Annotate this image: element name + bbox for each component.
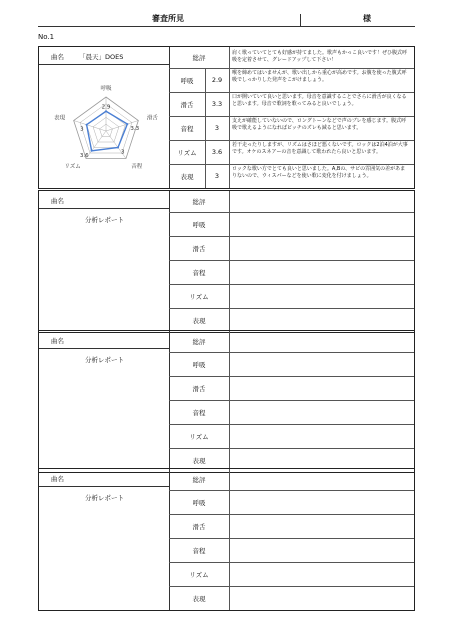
song-title: 「晨天」DOES xyxy=(79,53,124,61)
radar-data-point xyxy=(105,110,107,112)
row-articulation xyxy=(169,376,414,401)
radar-axis-label: 呼吸 xyxy=(100,86,112,92)
category-label: 滑舌 xyxy=(169,92,206,116)
song-divider xyxy=(39,348,169,349)
song-label: 曲名 xyxy=(51,337,64,345)
category-label: 滑舌 xyxy=(169,236,230,260)
row-rhythm xyxy=(169,562,414,587)
row-articulation xyxy=(169,514,414,539)
header-divider xyxy=(300,14,301,26)
row-pitch xyxy=(169,116,414,141)
row-articulation xyxy=(169,92,414,117)
row-expression xyxy=(169,164,414,188)
score-value: 3 xyxy=(205,164,230,188)
overall-row xyxy=(169,191,414,213)
category-label: 音程 xyxy=(169,400,230,424)
song-divider xyxy=(39,64,169,65)
category-label: 呼吸 xyxy=(169,212,230,236)
category-label: 音程 xyxy=(169,116,206,140)
row-breathing xyxy=(169,352,414,377)
overall-label: 総評 xyxy=(169,47,230,68)
category-label: 表現 xyxy=(169,586,230,610)
song-label: 曲名 xyxy=(51,197,64,205)
category-label: 滑舌 xyxy=(169,376,230,400)
radar-axis-label: 滑舌 xyxy=(146,115,158,122)
category-label: リズム xyxy=(169,424,230,448)
category-comment: 口が開いていて良いと思います。母音を意識することでさらに滑舌が良くなると思います。母音で歌詞を歌ってみると良いでしょう。 xyxy=(232,94,407,107)
category-label: リズム xyxy=(169,140,206,164)
category-comment: ロックな歌い方でとても良いと思いました。A,Bの、サビの雰囲気の差があまりないので、ウィスパーなどを使い歌に変化を付けましょう。 xyxy=(232,166,406,179)
category-label: 呼吸 xyxy=(169,490,230,514)
row-expression xyxy=(169,308,414,332)
category-label: 呼吸 xyxy=(169,352,230,376)
radar-data-point xyxy=(91,150,93,152)
overall-label: 総評 xyxy=(169,191,230,212)
category-label: 滑舌 xyxy=(169,514,230,538)
row-rhythm xyxy=(169,140,414,165)
category-label: 表現 xyxy=(169,448,230,472)
row-breathing xyxy=(169,212,414,237)
row-breathing xyxy=(169,68,414,93)
score-value: 3.3 xyxy=(205,92,230,116)
overall-row xyxy=(169,47,414,69)
row-pitch xyxy=(169,538,414,563)
radar-value-label: 3.3 xyxy=(130,126,140,133)
row-pitch xyxy=(169,260,414,285)
category-label: 表現 xyxy=(169,164,206,188)
category-label: 呼吸 xyxy=(169,68,206,92)
row-rhythm xyxy=(169,424,414,449)
overall-comment: 肩く歌っていてとても好感が持てました。歌声もかっこ良いです！ぜひ腹式呼吸を定着させて、グレードアップして下さい！ xyxy=(232,50,408,63)
page-title: 審査所見 xyxy=(152,14,184,23)
radar-value-label: 3 xyxy=(120,149,125,156)
score-grid xyxy=(169,47,414,188)
report-label: 分析レポート xyxy=(85,216,124,224)
score-value: 3.6 xyxy=(205,140,230,164)
category-label: 音程 xyxy=(169,538,230,562)
page-header xyxy=(38,14,415,27)
score-value: 2.9 xyxy=(205,68,230,92)
overall-label: 総評 xyxy=(169,469,230,490)
radar-value-label: 3 xyxy=(80,126,84,133)
overall-row xyxy=(169,331,414,353)
score-grid xyxy=(169,469,414,610)
sheet-number: No.1 xyxy=(38,33,55,41)
radar-value-label: 3.6 xyxy=(79,152,89,159)
radar-data-point xyxy=(86,124,88,126)
song-label: 曲名 xyxy=(51,53,64,61)
category-comment: 支えが確能していないので、ロングトーンなどで声のブレを感じます。腹式呼吸で歌えるようになればピッチのズレも減ると思います。 xyxy=(232,118,407,131)
radar-chart xyxy=(51,69,161,184)
overall-row xyxy=(169,469,414,491)
song-divider xyxy=(39,486,169,487)
evaluation-sheet-1 xyxy=(38,46,415,189)
report-label: 分析レポート xyxy=(85,356,124,364)
category-label: 表現 xyxy=(169,308,230,332)
row-expression xyxy=(169,586,414,610)
honorific-suffix: 様 xyxy=(363,14,371,23)
song-divider xyxy=(39,208,169,209)
row-rhythm xyxy=(169,284,414,309)
row-pitch xyxy=(169,400,414,425)
radar-axis-label: 表現 xyxy=(54,115,66,122)
category-label: リズム xyxy=(169,284,230,308)
category-label: リズム xyxy=(169,562,230,586)
overall-label: 総評 xyxy=(169,331,230,352)
row-articulation xyxy=(169,236,414,261)
score-value: 3 xyxy=(205,116,230,140)
score-grid xyxy=(169,331,414,472)
evaluation-sheet-4 xyxy=(38,468,415,611)
evaluation-sheet-3 xyxy=(38,330,415,473)
radar-series-polygon xyxy=(87,111,128,151)
category-comment: 喉を締めてはいませんが、歌い出しから重心が高めです。お腹を使った腹式呼吸でしっかりした発声をこがけましょう。 xyxy=(232,70,407,83)
radar-value-label: 2.9 xyxy=(101,104,111,111)
radar-data-point xyxy=(126,123,128,125)
score-grid xyxy=(169,191,414,332)
radar-axis-label: 音程 xyxy=(131,163,143,170)
evaluation-sheet-2 xyxy=(38,190,415,333)
row-breathing xyxy=(169,490,414,515)
song-label: 曲名 xyxy=(51,475,64,483)
category-label: 音程 xyxy=(169,260,230,284)
category-comment: 若干走ったりしますが、リズムはさほど悪くないです。ロックは2泊4泊が大事です。オケのスネアーの音を意識して歌われたら良いと思います。 xyxy=(232,142,408,155)
radar-axis-label: リズム xyxy=(64,163,81,170)
radar-data-point xyxy=(117,147,119,149)
report-label: 分析レポート xyxy=(85,494,124,502)
